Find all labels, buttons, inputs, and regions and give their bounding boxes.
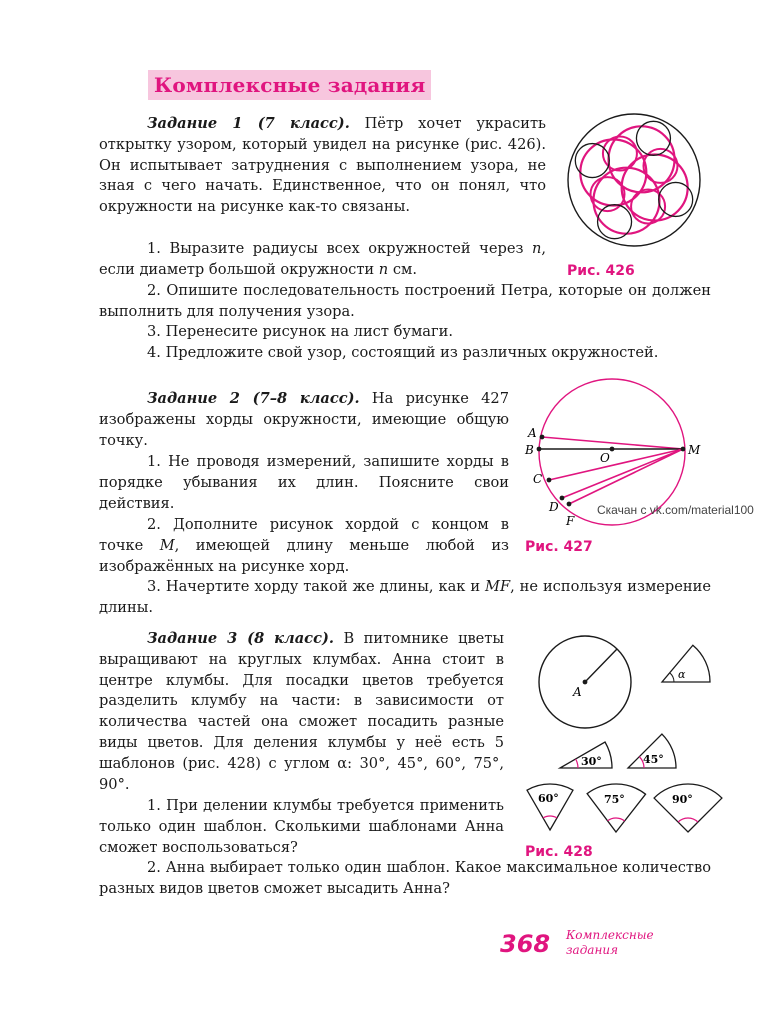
running-title: Комплексные задания <box>566 928 654 957</box>
point-b <box>537 447 542 452</box>
flowerbed-circle-group <box>539 636 631 728</box>
point-a <box>540 435 545 440</box>
task3-lead: Задание 3 (8 класс). <box>147 630 334 647</box>
task1-q1-part-b: , если диаметр большой окружности <box>99 240 546 278</box>
task3-question-2: 2. Анна выбирает только один шаблон. Какое максимальное количество разных видов цветов сможет высадить Анна? <box>99 859 711 897</box>
center-label-a: A <box>573 685 582 699</box>
pattern-medium-circles <box>591 137 678 224</box>
template-75 <box>587 784 645 832</box>
figure-426-circle-pattern <box>566 112 702 248</box>
template-90-arc <box>678 818 698 822</box>
task1-q1-part-a: 1. Выразите радиусы всех окружностей через <box>147 240 532 257</box>
task3-intro-text: В питомнике цветы выращивают на круглых клумбах. Анна стоит в центре клумбы. Для посадки цветов требуется разделить клумбу на части: в зависимости от количества частей она сможет посадить разные виды цветов. Для деления клумбы у неё есть 5 шаблонов (рис. 428) с углом α: 30°, 45°, 60°, 75°, 90°. <box>99 630 504 793</box>
template-alpha <box>662 645 710 682</box>
task1-question-4: 4. Предложите свой узор, состоящий из различных окружностей. <box>147 344 659 361</box>
template-90-label: 90° <box>672 793 693 806</box>
label-b: B <box>525 443 534 457</box>
task2-intro-text: На рисунке 427 изображены хорды окружности, имеющие общую точку. <box>99 390 509 449</box>
figure-428-caption: Рис. 428 <box>525 844 593 860</box>
template-60-arc <box>543 816 557 818</box>
task1-intro-text: Пётр хочет украсить открытку узором, который увидел на рисунке (рис. 426). Он испытывает затруднения с выполнением узора, не зная с чего начать. Единственное, что он понял, что окружности на рисунке как-то связаны. <box>99 115 546 216</box>
task3-intro <box>99 629 504 795</box>
chord-mf <box>569 449 683 504</box>
task2-q3-part-b: , не используя измерение длины. <box>99 578 712 616</box>
template-alpha-label: α <box>678 668 686 681</box>
task1-question-1 <box>99 239 546 281</box>
template-45 <box>628 734 676 768</box>
figure-426-caption: Рис. 426 <box>567 263 635 279</box>
task2-q3-chord-mf: MF <box>485 578 511 595</box>
label-m: M <box>688 443 701 457</box>
task1-q1-var-n2: n <box>378 260 389 278</box>
template-60 <box>527 784 573 830</box>
point-c <box>547 478 552 483</box>
task2-lead: Задание 2 (7–8 класс). <box>147 390 360 407</box>
template-alpha-sector <box>662 645 710 682</box>
center-point-a <box>583 680 588 685</box>
point-m <box>681 447 686 452</box>
template-30-label: 30° <box>581 755 602 768</box>
task2-question-2 <box>99 515 509 577</box>
label-f: F <box>566 514 575 528</box>
task2-q2-part-b: , имеющей длину меньше любой из изображённых на рисунке хорд. <box>99 536 510 575</box>
figure-428-templates <box>520 630 720 840</box>
task2-question-1: 1. Не проводя измерений, запишите хорды в порядке убывания их длин. Поясните свои действия. <box>99 453 509 512</box>
label-d: D <box>549 500 559 514</box>
template-alpha-angle-arc <box>670 673 674 682</box>
task1-q1-part-c: см. <box>388 260 418 278</box>
task3-question-1: 1. При делении клумбы требуется применить только один шаблон. Сколькими шаблонами Анна сможет воспользоваться? <box>99 797 504 856</box>
template-30-arc <box>576 759 578 768</box>
pattern-small-circles <box>575 121 692 238</box>
template-45-label: 45° <box>643 753 664 766</box>
task1-question-3: 3. Перенесите рисунок на лист бумаги. <box>147 323 454 340</box>
watermark: Скачан с vk.com/material100 <box>597 503 754 517</box>
template-90 <box>654 784 722 832</box>
task1-question-2: 2. Опишите последовательность построений Петра, которые он должен выполнить для получения узора. <box>99 282 711 320</box>
task1-intro <box>99 114 546 218</box>
task1-lead: Задание 1 (7 класс). <box>147 115 350 132</box>
point-f <box>567 502 572 507</box>
template-75-arc <box>608 818 625 821</box>
task2-q2-point-m: M <box>159 536 175 554</box>
point-d <box>560 496 565 501</box>
template-60-sector <box>527 784 573 830</box>
task2-q3-part-a: 3. Начертите хорду такой же длины, как и <box>147 578 485 595</box>
section-title: Комплексные задания <box>148 70 431 100</box>
flowerbed-radius <box>585 649 617 682</box>
task2-q2-part-a: 2. Дополните рисунок хордой с концом в точке <box>99 516 509 554</box>
template-75-sector <box>587 784 645 832</box>
task1-q1-var-n: n <box>531 240 542 257</box>
template-75-label: 75° <box>604 793 625 806</box>
page-number: 368 <box>500 930 551 958</box>
template-60-label: 60° <box>538 792 559 805</box>
task2-intro <box>99 389 509 451</box>
point-o <box>610 447 615 452</box>
outer-circle <box>568 114 700 246</box>
figure-427-caption: Рис. 427 <box>525 539 593 555</box>
label-c: C <box>533 472 543 486</box>
template-30 <box>560 742 612 768</box>
template-90-sector <box>654 784 722 832</box>
label-o: O <box>600 451 610 465</box>
label-a: A <box>528 426 537 440</box>
task2-question-3 <box>99 577 711 619</box>
